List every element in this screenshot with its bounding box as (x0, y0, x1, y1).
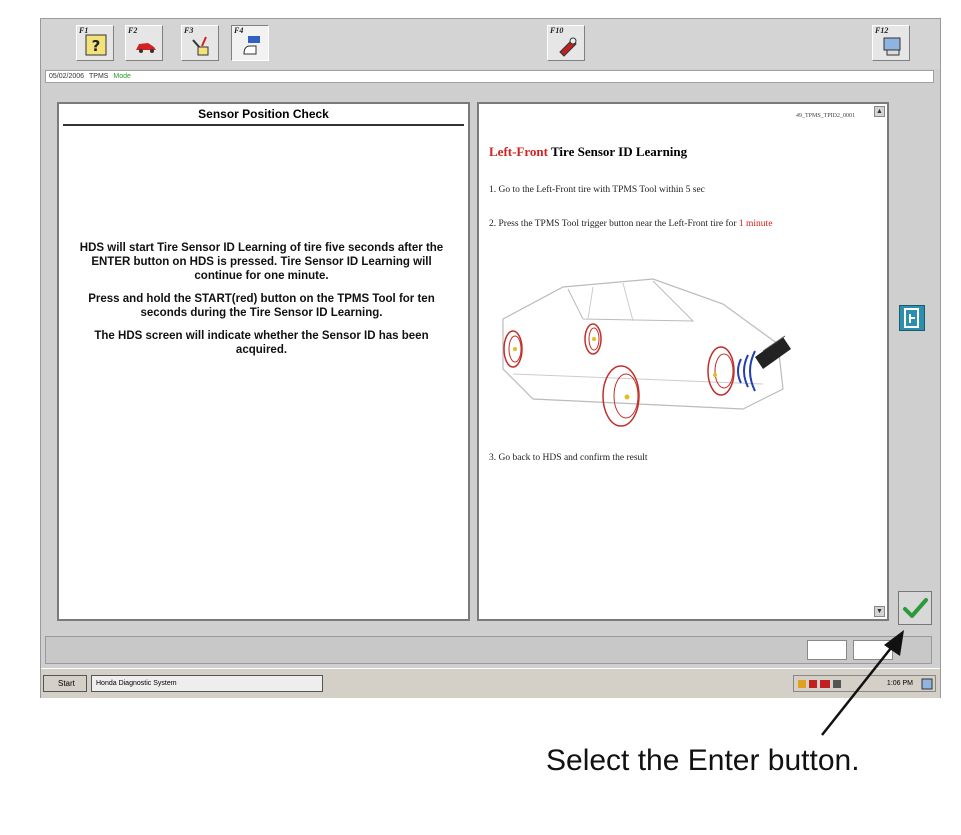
heading-position: Left-Front (489, 144, 548, 159)
f10-button[interactable] (547, 25, 585, 61)
message-bar (45, 636, 932, 664)
windows-taskbar (41, 668, 940, 698)
f4-button[interactable] (231, 25, 269, 61)
step-2-text: 2. Press the TPMS Tool trigger button near the Left-Front tire for (489, 219, 739, 229)
f12-label: F12 (875, 26, 889, 35)
f10-label: F10 (550, 26, 564, 35)
f4-label: F4 (234, 26, 244, 35)
f2-label: F2 (128, 26, 138, 35)
instruction-text (69, 241, 454, 366)
scroll-up-button[interactable]: ▲ (874, 106, 885, 117)
title-divider (63, 124, 464, 126)
red-car-icon (134, 34, 158, 56)
enter-button[interactable] (898, 591, 932, 625)
start-label: Start (58, 679, 75, 688)
taskbar-item-hds[interactable]: Honda Diagnostic System (91, 675, 323, 692)
status-bar (45, 70, 934, 83)
procedure-document-panel (477, 102, 889, 621)
step-1: 1. Go to the Left-Front tire with TPMS Tool within 5 sec (489, 185, 705, 195)
f1-help-button[interactable] (76, 25, 114, 61)
step-2 (489, 218, 859, 231)
car-tire-illustration (493, 259, 793, 439)
document-heading (489, 144, 687, 160)
exit-door-icon (900, 306, 924, 330)
instruction-paragraph-3: The HDS screen will indicate whether the Sensor ID has been acquired. (94, 330, 429, 356)
document-id: 49_TPMS_TPID2_0001 (795, 113, 855, 119)
help-question-icon (85, 34, 107, 56)
instruction-paragraph-2: Press and hold the START(red) button on the TPMS Tool for ten seconds during the Tire Sensor ID Learning. (88, 293, 435, 319)
print-screen-icon (881, 34, 905, 58)
f3-label: F3 (184, 26, 194, 35)
heading-title: Tire Sensor ID Learning (547, 144, 688, 159)
red-tool-icon (556, 34, 580, 58)
f2-button[interactable] (125, 25, 163, 61)
tray-clock: 1:06 PM (886, 680, 913, 687)
status-system: TPMS (89, 73, 109, 80)
caption-text: Select the Enter button. (546, 744, 860, 777)
step-3: 3. Go back to HDS and confirm the result (489, 453, 648, 463)
checkmark-icon (899, 592, 931, 624)
status-mode: Mode (113, 73, 131, 80)
car-tools-icon (190, 34, 214, 58)
tray-desktop-icon[interactable] (921, 678, 933, 690)
hds-window (40, 18, 941, 698)
sensor-position-panel (57, 102, 470, 621)
exit-button[interactable] (899, 305, 925, 331)
start-button[interactable] (43, 675, 87, 692)
f3-button[interactable] (181, 25, 219, 61)
pointer-arrow (810, 625, 920, 745)
f1-label: F1 (79, 26, 89, 35)
scroll-down-button[interactable]: ▼ (874, 606, 885, 617)
hand-data-icon (240, 34, 264, 58)
instruction-paragraph-1: HDS will start Tire Sensor ID Learning of tire five seconds after the ENTER button on HDS is pressed. Tire Sensor ID Learning will continue for one minute. (79, 242, 444, 282)
panel-title: Sensor Position Check (198, 107, 329, 121)
svg-text:?: ? (91, 37, 101, 55)
function-key-toolbar (41, 19, 940, 69)
step-2-duration: 1 minute (738, 219, 773, 229)
status-date: 05/02/2006 (49, 73, 85, 80)
f12-button[interactable] (872, 25, 910, 61)
